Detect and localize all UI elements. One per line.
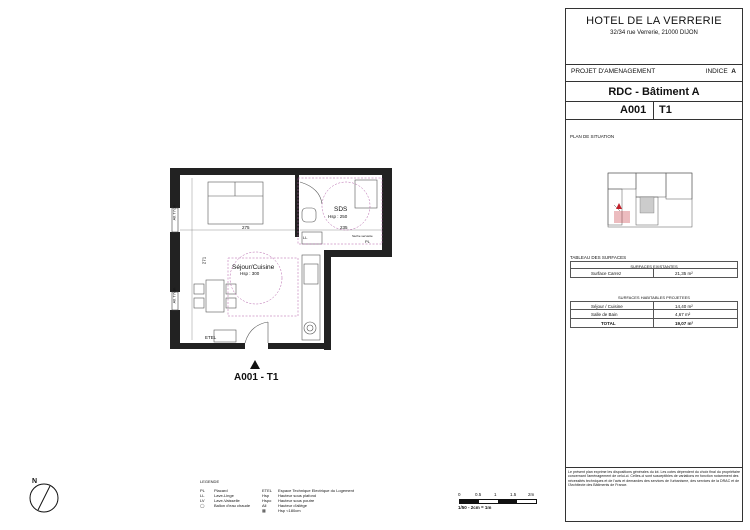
existing-table [570,261,738,278]
title-block-header [566,9,742,65]
wall-left-lower [170,310,180,348]
north-arrow-icon [24,470,64,516]
projected-header: SURFACES HABITABLES PROJETEES [618,295,690,300]
projected-row: Séjour / Cuisine 14,40 m² [570,301,738,310]
bath-note: Sèche serviette [352,234,373,238]
dim-235: 235 [340,225,348,230]
level-title: RDC - Bâtiment A [608,86,700,98]
wall-top [170,168,390,175]
legend-right-item: ETEL Espace Technique Electrique du Logement [262,488,354,493]
room-bath-name: SDS [334,206,348,213]
hotel-name: HOTEL DE LA VERRERIE [586,15,722,27]
wall-left-upper [170,168,180,208]
dim-275: 275 [242,225,250,230]
project-label: PROJET D'AMENAGEMENT [571,68,656,75]
level-row [566,82,742,102]
hotel-address: 32/34 rue Verrerie, 21000 DIJON [610,30,698,36]
wall-left-middle [170,232,180,292]
etel-box [214,330,236,342]
legend-left-item: LV Lave-Vaisselle [200,498,240,503]
projected-table [570,293,738,328]
dim-lower: Alt T7cm [171,287,177,304]
kitchen-counter [302,255,320,340]
lot-type: T1 [659,104,672,116]
bed-outline [208,182,263,224]
unit-label: A001 - T1 [234,372,279,383]
legend-left [200,488,250,508]
disclaimer: Le présent plan exprime les dispositions générales du lot. Les cotes dépendent du choix final du propriétaire concernant l'aménagement de celui-ci. Celles-ci sont susceptibles de variations en fonction notamment des nécessités techniques et de l'avis et demandes des services de l'urbanisme, des services de la DRAC et de l'Architecte des Bâtiments de France. [568,470,741,487]
floor-plan [150,160,410,400]
etel-label: ETEL [205,335,217,340]
pl-label: PL [365,239,370,244]
situation-plan [606,169,694,231]
scale-label: 1/50 - 2cm = 1m [458,505,492,510]
unit-arrow-icon [250,360,260,369]
legend-title: LEGENDE [200,479,220,484]
surfaces-title: TABLEAU DES SURFACES [570,255,627,260]
wall-bottom-right [268,343,330,349]
legend-right-item: Hspo Hauteur sous poutre [262,498,315,503]
projected-row: Salle de Bain 4,67 m² [570,310,738,319]
plan-situation-label: PLAN DE SITUATION [570,134,615,139]
existing-row: Surface Carrez 21,35 m² [570,269,738,278]
partition-bath [295,175,299,237]
legend-left-item: ◯ Ballon d'eau chaude [200,503,251,508]
room-main-name: Séjour/Cuisine [232,264,275,271]
shower [355,180,377,208]
wall-right [382,168,392,256]
turning-circle-main [230,252,282,304]
room-main-height: Hsp : 300 [240,271,260,276]
legend-right [262,488,354,513]
wall-bottom-left [170,343,245,349]
north-label: N [32,478,38,485]
wall-right-lower [324,250,331,350]
indice: INDICE A [705,68,736,75]
ll-label: LL [303,235,308,240]
legend-right-item: Hsp Hauteur sous plafond [262,493,317,498]
title-block [565,8,743,522]
dim-271: 271 [201,256,207,265]
lot-code: A001 [620,104,647,116]
room-bath-height: Hsp : 250 [328,214,348,219]
project-row [566,65,742,82]
table [206,280,224,312]
total-row: TOTAL 19,07 m² [570,319,738,328]
legend-left-item: LL Lave-Linge [200,493,234,498]
existing-header: SURFACES EXISTANTES [570,261,738,269]
legend-right-item: All Hauteur d'allège [262,503,308,508]
legend-right-item: ▦ Hsp <180cm [262,508,301,513]
legend-left-item: PL Placard [200,488,228,493]
wall-step [330,250,392,257]
lot-row [566,102,742,120]
dim-upper: Alt T7cm [171,204,177,221]
scale-bar [459,499,537,504]
toilet [302,208,316,222]
